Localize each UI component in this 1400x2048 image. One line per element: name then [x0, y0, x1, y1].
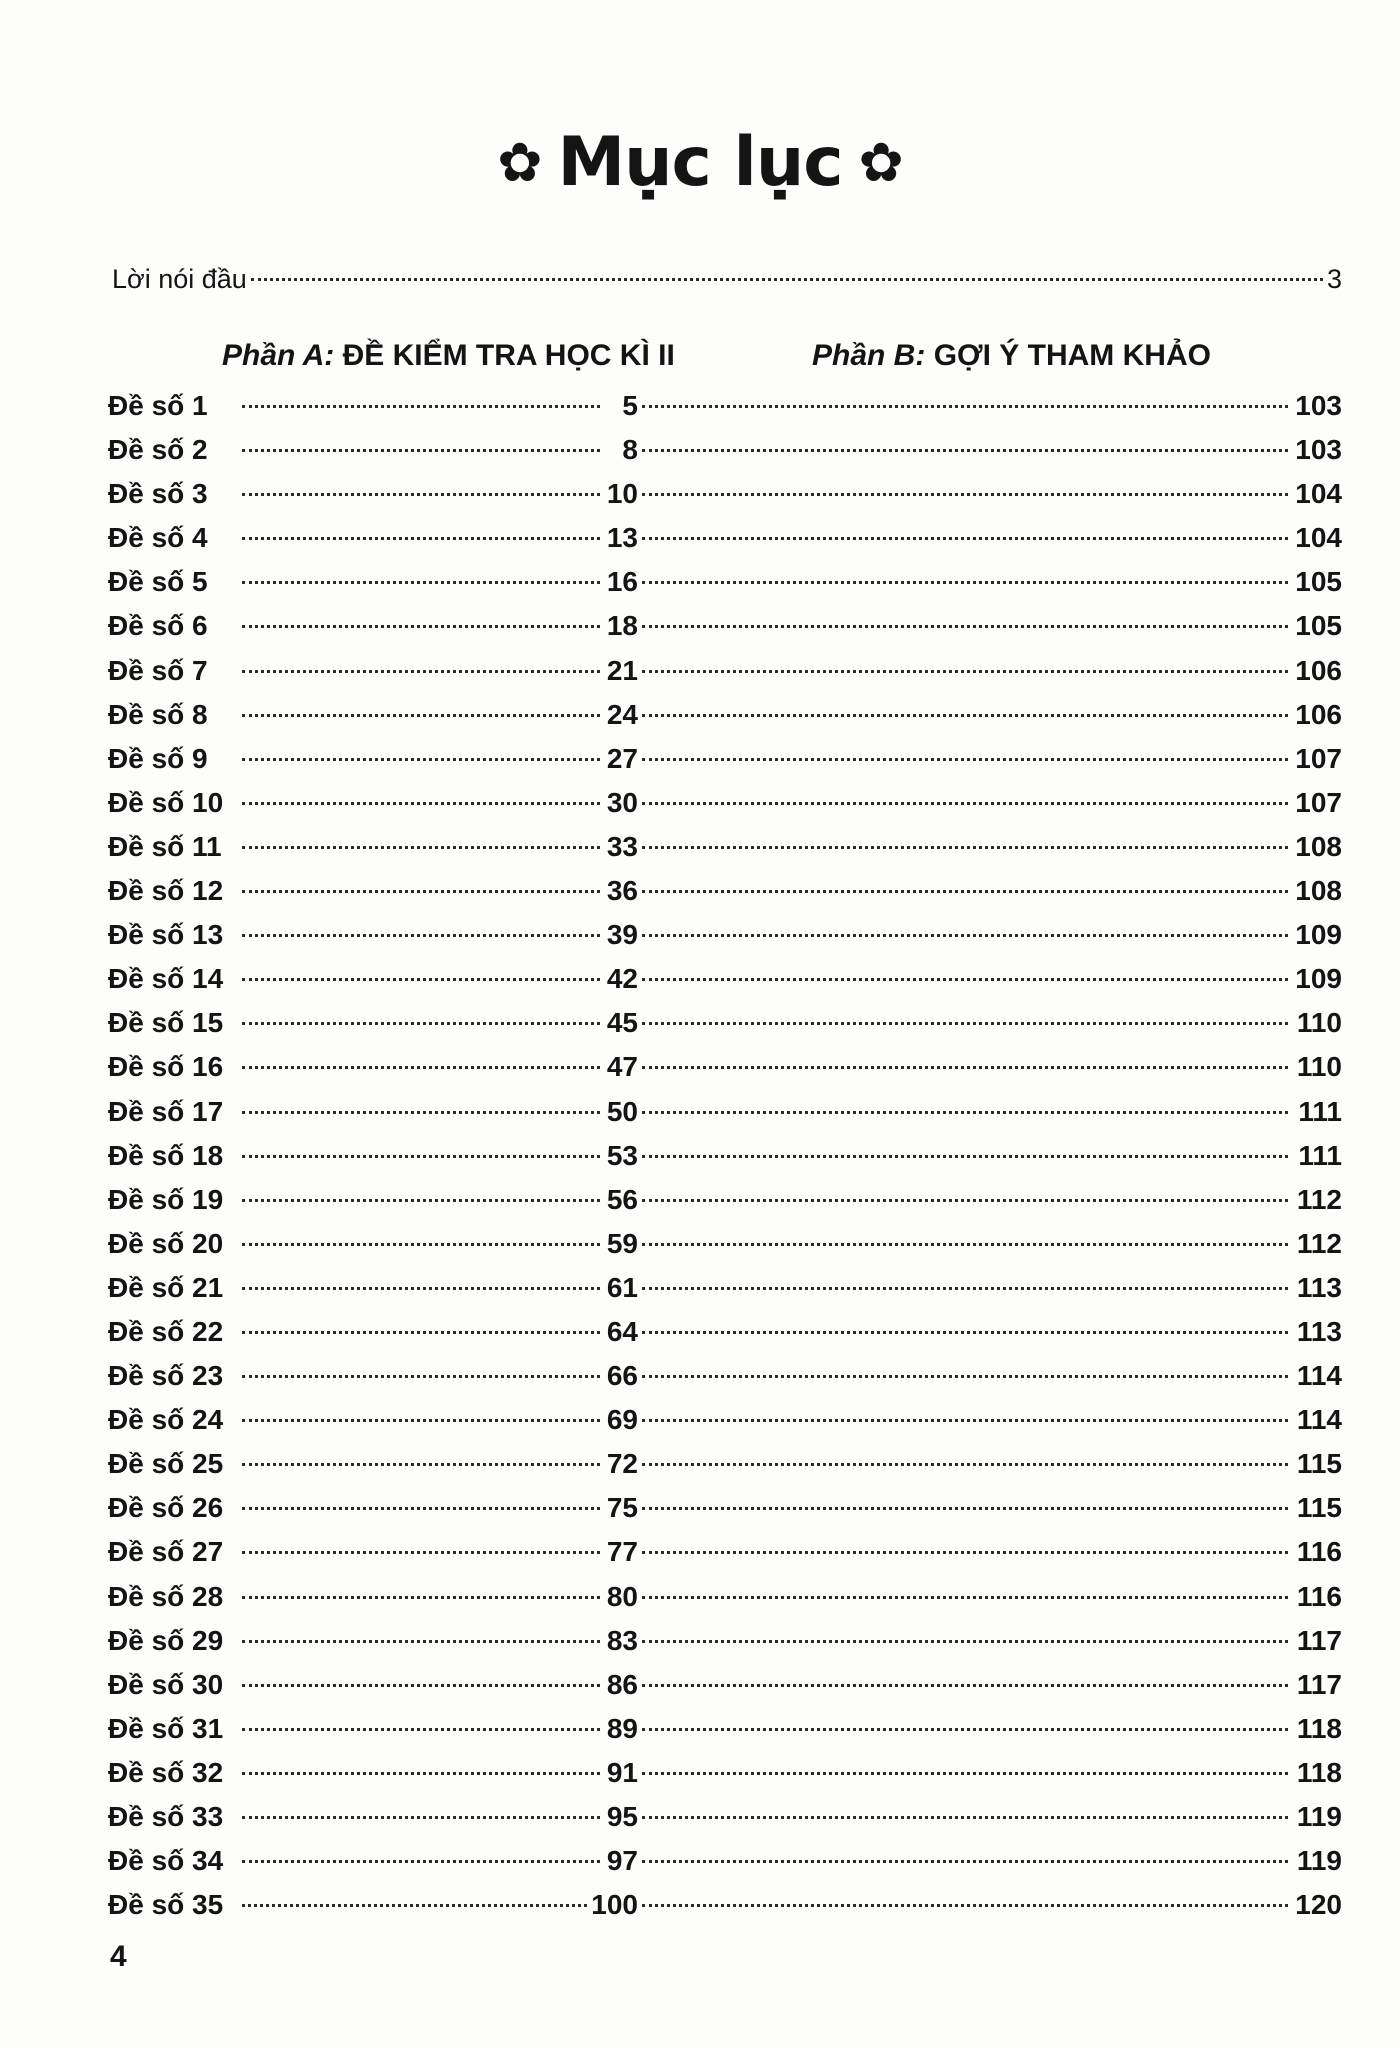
part-a-segment [108, 1178, 638, 1222]
dot-leader [242, 493, 600, 496]
part-b-segment [638, 1398, 1342, 1442]
part-a-page: 45 [606, 1007, 638, 1039]
part-a-segment [108, 1619, 638, 1663]
dot-leader [242, 1066, 600, 1069]
entry-name: Đề số 23 [108, 1360, 224, 1392]
dot-leader [642, 1463, 1288, 1466]
part-b-segment [638, 869, 1342, 913]
toc-entry[interactable] [108, 1442, 1342, 1486]
part-b-page: 117 [1296, 1668, 1342, 1700]
part-b-segment [638, 957, 1342, 1001]
toc-entry[interactable] [108, 472, 1342, 516]
part-b-page: 110 [1296, 1051, 1342, 1083]
dot-leader [242, 537, 600, 540]
part-b-segment [638, 604, 1342, 648]
part-b-segment [638, 516, 1342, 560]
part-a-page: 13 [606, 522, 638, 554]
toc-entry[interactable] [108, 649, 1342, 693]
dot-leader [642, 1199, 1288, 1202]
part-b-segment [638, 1707, 1342, 1751]
part-a-segment [108, 913, 638, 957]
toc-entry[interactable] [108, 737, 1342, 781]
part-a-page: 77 [606, 1536, 638, 1568]
part-a-page: 95 [606, 1801, 638, 1832]
part-a-segment [108, 957, 638, 1001]
part-a-page: 8 [622, 434, 638, 466]
part-a-segment [108, 1707, 638, 1751]
part-b-segment [638, 472, 1342, 516]
part-a-page: 61 [606, 1271, 638, 1303]
part-b-page: 116 [1296, 1536, 1342, 1568]
toc-entry[interactable] [108, 1575, 1342, 1619]
part-a-page: 21 [606, 654, 638, 686]
dot-leader [242, 1243, 600, 1246]
dot-leader [642, 714, 1288, 717]
dot-leader [242, 1640, 600, 1643]
part-b-segment [638, 1575, 1342, 1619]
part-a-page: 24 [606, 698, 638, 730]
dot-leader [242, 1287, 600, 1290]
part-a-segment [108, 1398, 638, 1442]
dot-leader [642, 1772, 1288, 1775]
part-b-segment [638, 1001, 1342, 1045]
entry-name: Đề số 35 [108, 1889, 224, 1921]
part-a-segment [108, 604, 638, 648]
part-b-page: 116 [1296, 1580, 1342, 1612]
part-a-page: 59 [606, 1227, 638, 1259]
part-a-page: 5 [622, 390, 638, 421]
title-text: Mục lục [557, 123, 843, 202]
dot-leader [242, 1551, 600, 1554]
part-a-page: 53 [606, 1139, 638, 1171]
toc-entry[interactable] [108, 1839, 1342, 1883]
part-b-page: 108 [1295, 830, 1342, 862]
dot-leader [642, 670, 1288, 673]
dot-leader [242, 1816, 600, 1819]
part-a-page: 16 [606, 566, 638, 598]
entry-name: Đề số 15 [108, 1007, 224, 1039]
entry-name: Đề số 26 [108, 1492, 224, 1524]
part-a-segment [108, 1354, 638, 1398]
dot-leader [642, 802, 1288, 805]
dot-leader [242, 670, 600, 673]
dot-leader [642, 1816, 1288, 1819]
dot-leader [242, 1463, 600, 1466]
part-a-segment [108, 1222, 638, 1266]
toc-entry[interactable] [108, 1354, 1342, 1398]
toc-entry[interactable] [108, 384, 1342, 428]
toc-entry[interactable] [108, 428, 1342, 472]
entry-name: Đề số 12 [108, 875, 224, 907]
part-b-segment [638, 1045, 1342, 1089]
dot-leader [242, 1904, 587, 1907]
part-b-page: 105 [1295, 566, 1342, 598]
dot-leader [642, 537, 1288, 540]
dot-leader [642, 1375, 1288, 1378]
dot-leader [242, 1022, 600, 1025]
toc-entry[interactable] [108, 869, 1342, 913]
dot-leader [642, 1331, 1288, 1334]
part-a-page: 56 [606, 1183, 638, 1215]
part-a-segment [108, 1795, 638, 1839]
part-a-segment [108, 1134, 638, 1178]
part-b-segment [638, 1134, 1342, 1178]
toc-entry[interactable] [108, 516, 1342, 560]
entry-name: Đề số 29 [108, 1624, 224, 1656]
part-b-page: 115 [1296, 1448, 1342, 1480]
dot-leader [642, 934, 1288, 937]
part-b-page: 110 [1296, 1007, 1342, 1039]
entry-name: Đề số 21 [108, 1271, 224, 1303]
part-a-page: 64 [606, 1315, 638, 1347]
part-b-header [812, 336, 1211, 376]
toc-entry[interactable] [108, 1751, 1342, 1795]
part-b-segment [638, 825, 1342, 869]
part-a-page: 39 [606, 919, 638, 951]
part-a-page: 83 [606, 1624, 638, 1656]
part-a-title: ĐỀ KIỂM TRA HỌC KÌ II [342, 339, 675, 372]
entry-name: Đề số 33 [108, 1801, 224, 1832]
flower-icon: ✿ [497, 131, 542, 194]
part-b-segment [638, 1310, 1342, 1354]
part-b-segment [638, 384, 1342, 428]
part-a-segment [108, 1001, 638, 1045]
dot-leader [642, 405, 1288, 408]
part-b-page: 111 [1298, 1095, 1342, 1127]
part-a-segment [108, 1310, 638, 1354]
part-a-segment [108, 1442, 638, 1486]
part-b-page: 109 [1295, 963, 1342, 995]
part-b-page: 115 [1296, 1492, 1342, 1524]
part-a-segment [108, 1486, 638, 1530]
part-a-page: 33 [606, 830, 638, 862]
part-a-page: 30 [606, 786, 638, 818]
dot-leader [642, 1022, 1288, 1025]
entry-name: Đề số 32 [108, 1756, 224, 1788]
dot-leader [642, 449, 1288, 452]
dot-leader [242, 1596, 600, 1599]
dot-leader [242, 714, 600, 717]
intro-label: Lời nói đầu [112, 264, 247, 294]
part-b-segment [638, 1619, 1342, 1663]
part-a-page: 36 [606, 875, 638, 907]
dot-leader [242, 1111, 600, 1114]
part-a-segment [108, 428, 638, 472]
part-a-page: 97 [606, 1845, 638, 1877]
toc-entry[interactable] [108, 957, 1342, 1001]
part-b-page: 118 [1296, 1756, 1342, 1788]
part-b-segment [638, 560, 1342, 604]
part-a-segment [108, 384, 638, 428]
part-b-page: 117 [1296, 1624, 1342, 1656]
part-b-page: 119 [1296, 1845, 1342, 1877]
entry-name: Đề số 20 [108, 1227, 224, 1259]
dot-leader [242, 581, 600, 584]
part-b-segment [638, 1795, 1342, 1839]
part-a-segment [108, 1266, 638, 1310]
part-b-segment [638, 1751, 1342, 1795]
part-b-page: 114 [1296, 1360, 1342, 1392]
part-b-segment [638, 1442, 1342, 1486]
part-a-page: 50 [606, 1095, 638, 1127]
part-a-segment [108, 1751, 638, 1795]
part-b-segment [638, 428, 1342, 472]
intro-page: 3 [1326, 264, 1342, 294]
part-b-page: 108 [1295, 875, 1342, 907]
dot-leader [642, 1066, 1288, 1069]
part-b-page: 107 [1295, 742, 1342, 774]
toc-entry[interactable] [108, 825, 1342, 869]
dot-leader [242, 1155, 600, 1158]
part-b-title: GỢI Ý THAM KHẢO [933, 339, 1211, 372]
toc-entry[interactable] [108, 1134, 1342, 1178]
dot-leader [242, 405, 600, 408]
toc-entry[interactable] [108, 1883, 1342, 1927]
entry-name: Đề số 31 [108, 1712, 224, 1744]
toc-entry[interactable] [108, 1090, 1342, 1134]
part-b-segment [638, 693, 1342, 737]
part-a-segment [108, 781, 638, 825]
part-b-segment [638, 1090, 1342, 1134]
toc-entry[interactable] [108, 1398, 1342, 1442]
part-b-segment [638, 649, 1342, 693]
page-title [0, 118, 1400, 208]
toc-entry[interactable] [108, 1707, 1342, 1751]
entry-name: Đề số 10 [108, 786, 224, 818]
part-b-segment [638, 1354, 1342, 1398]
part-a-segment [108, 1883, 638, 1927]
entry-name: Đề số 18 [108, 1139, 224, 1171]
part-a-segment [108, 1839, 638, 1883]
part-a-page: 66 [606, 1360, 638, 1392]
part-b-page: 104 [1295, 478, 1342, 510]
part-a-page: 91 [606, 1756, 638, 1788]
part-b-page: 112 [1296, 1227, 1342, 1259]
entry-name: Đề số 16 [108, 1051, 224, 1083]
toc-entry[interactable] [108, 693, 1342, 737]
dot-leader [242, 1728, 600, 1731]
entry-name: Đề số 5 [108, 566, 208, 598]
dot-leader [242, 1419, 600, 1422]
entry-name: Đề số 28 [108, 1580, 224, 1612]
page-number: 4 [110, 1940, 127, 1973]
part-a-page: 42 [606, 963, 638, 995]
part-b-page: 119 [1296, 1801, 1342, 1832]
part-a-segment [108, 516, 638, 560]
part-a-page: 89 [606, 1712, 638, 1744]
toc-entry[interactable] [108, 1222, 1342, 1266]
entry-name: Đề số 17 [108, 1095, 224, 1127]
entry-name: Đề số 25 [108, 1448, 224, 1480]
toc-entry[interactable] [108, 1795, 1342, 1839]
dot-leader [642, 1419, 1288, 1422]
toc-entry[interactable] [108, 1178, 1342, 1222]
dot-leader [242, 1375, 600, 1378]
part-b-page: 105 [1295, 610, 1342, 642]
part-a-segment [108, 869, 638, 913]
part-a-segment [108, 825, 638, 869]
part-a-page: 80 [606, 1580, 638, 1612]
part-a-page: 86 [606, 1668, 638, 1700]
dot-leader [242, 1684, 600, 1687]
dot-leader [642, 1904, 1288, 1907]
entry-name: Đề số 34 [108, 1845, 224, 1877]
part-b-page: 111 [1298, 1139, 1342, 1171]
part-b-page: 103 [1295, 390, 1342, 421]
part-b-prefix: Phần B: [812, 339, 926, 372]
part-a-segment [108, 693, 638, 737]
toc-entry[interactable] [108, 560, 1342, 604]
part-b-page: 113 [1296, 1271, 1342, 1303]
part-b-segment [638, 1530, 1342, 1574]
section-headers [0, 336, 1400, 376]
dot-leader [642, 846, 1288, 849]
entry-name: Đề số 4 [108, 522, 208, 554]
part-b-page: 106 [1295, 698, 1342, 730]
part-b-page: 109 [1295, 919, 1342, 951]
part-b-page: 120 [1295, 1889, 1342, 1921]
dot-leader [642, 1640, 1288, 1643]
dot-leader [642, 581, 1288, 584]
part-b-segment [638, 1266, 1342, 1310]
entry-name: Đề số 19 [108, 1183, 224, 1215]
toc-entry[interactable] [108, 1530, 1342, 1574]
dot-leader [642, 1684, 1288, 1687]
entry-name: Đề số 14 [108, 963, 224, 995]
part-a-page: 75 [606, 1492, 638, 1524]
part-b-segment [638, 1839, 1342, 1883]
entry-name: Đề số 13 [108, 919, 224, 951]
dot-leader [242, 978, 600, 981]
part-b-segment [638, 1883, 1342, 1927]
toc-entries [108, 384, 1342, 1927]
dot-leader [242, 758, 600, 761]
part-a-segment [108, 472, 638, 516]
part-a-header [222, 336, 675, 376]
part-b-page: 118 [1296, 1712, 1342, 1744]
dot-leader [242, 625, 600, 628]
dot-leader [642, 1155, 1288, 1158]
dot-leader [642, 1507, 1288, 1510]
part-a-segment [108, 1045, 638, 1089]
entry-name: Đề số 9 [108, 742, 208, 774]
dot-leader [642, 1111, 1288, 1114]
dot-leader [642, 625, 1288, 628]
part-a-segment [108, 737, 638, 781]
dot-leader [242, 1772, 600, 1775]
dot-leader [242, 1860, 600, 1863]
part-b-segment [638, 1486, 1342, 1530]
part-a-segment [108, 1090, 638, 1134]
part-a-segment [108, 560, 638, 604]
part-a-page: 18 [606, 610, 638, 642]
dot-leader [242, 890, 600, 893]
toc-entry[interactable] [108, 1619, 1342, 1663]
dot-leader [242, 846, 600, 849]
dot-leader [642, 1287, 1288, 1290]
part-b-page: 114 [1296, 1404, 1342, 1436]
part-a-page: 47 [606, 1051, 638, 1083]
entry-name: Đề số 22 [108, 1315, 224, 1347]
dot-leader [251, 278, 1323, 281]
toc-entry[interactable] [108, 781, 1342, 825]
part-b-page: 112 [1296, 1183, 1342, 1215]
entry-name: Đề số 3 [108, 478, 208, 510]
dot-leader [642, 1551, 1288, 1554]
toc-entry[interactable] [108, 1045, 1342, 1089]
entry-name: Đề số 6 [108, 610, 208, 642]
part-b-page: 103 [1295, 434, 1342, 466]
dot-leader [242, 1331, 600, 1334]
flower-icon: ✿ [858, 131, 903, 194]
entry-name: Đề số 27 [108, 1536, 224, 1568]
part-b-segment [638, 913, 1342, 957]
entry-name: Đề số 2 [108, 434, 208, 466]
part-a-segment [108, 1663, 638, 1707]
part-b-segment [638, 1663, 1342, 1707]
part-b-page: 113 [1296, 1315, 1342, 1347]
toc-intro-entry[interactable] [112, 262, 1342, 296]
entry-name: Đề số 30 [108, 1668, 224, 1700]
part-b-page: 107 [1295, 786, 1342, 818]
dot-leader [242, 1199, 600, 1202]
toc-entry[interactable] [108, 913, 1342, 957]
part-a-prefix: Phần A: [222, 339, 335, 372]
dot-leader [642, 1860, 1288, 1863]
part-b-segment [638, 737, 1342, 781]
part-a-segment [108, 1530, 638, 1574]
toc-entry[interactable] [108, 604, 1342, 648]
toc-entry[interactable] [108, 1663, 1342, 1707]
dot-leader [642, 1596, 1288, 1599]
dot-leader [642, 1243, 1288, 1246]
dot-leader [642, 890, 1288, 893]
toc-entry[interactable] [108, 1310, 1342, 1354]
dot-leader [642, 758, 1288, 761]
toc-entry[interactable] [108, 1486, 1342, 1530]
entry-name: Đề số 11 [108, 830, 222, 862]
part-b-segment [638, 1178, 1342, 1222]
dot-leader [242, 1507, 600, 1510]
part-b-page: 106 [1295, 654, 1342, 686]
entry-name: Đề số 24 [108, 1404, 224, 1436]
part-a-segment [108, 649, 638, 693]
part-a-segment [108, 1575, 638, 1619]
entry-name: Đề số 8 [108, 698, 208, 730]
part-a-page: 10 [606, 478, 638, 510]
dot-leader [242, 934, 600, 937]
toc-entry[interactable] [108, 1001, 1342, 1045]
dot-leader [642, 1728, 1288, 1731]
toc-entry[interactable] [108, 1266, 1342, 1310]
entry-name: Đề số 1 [108, 390, 208, 421]
dot-leader [642, 493, 1288, 496]
part-a-page: 72 [606, 1448, 638, 1480]
dot-leader [642, 978, 1288, 981]
part-b-segment [638, 1222, 1342, 1266]
entry-name: Đề số 7 [108, 654, 208, 686]
dot-leader [242, 449, 600, 452]
part-a-page: 27 [606, 742, 638, 774]
part-b-page: 104 [1295, 522, 1342, 554]
dot-leader [242, 802, 600, 805]
part-a-page: 100 [591, 1889, 638, 1921]
part-b-segment [638, 781, 1342, 825]
part-a-page: 69 [606, 1404, 638, 1436]
